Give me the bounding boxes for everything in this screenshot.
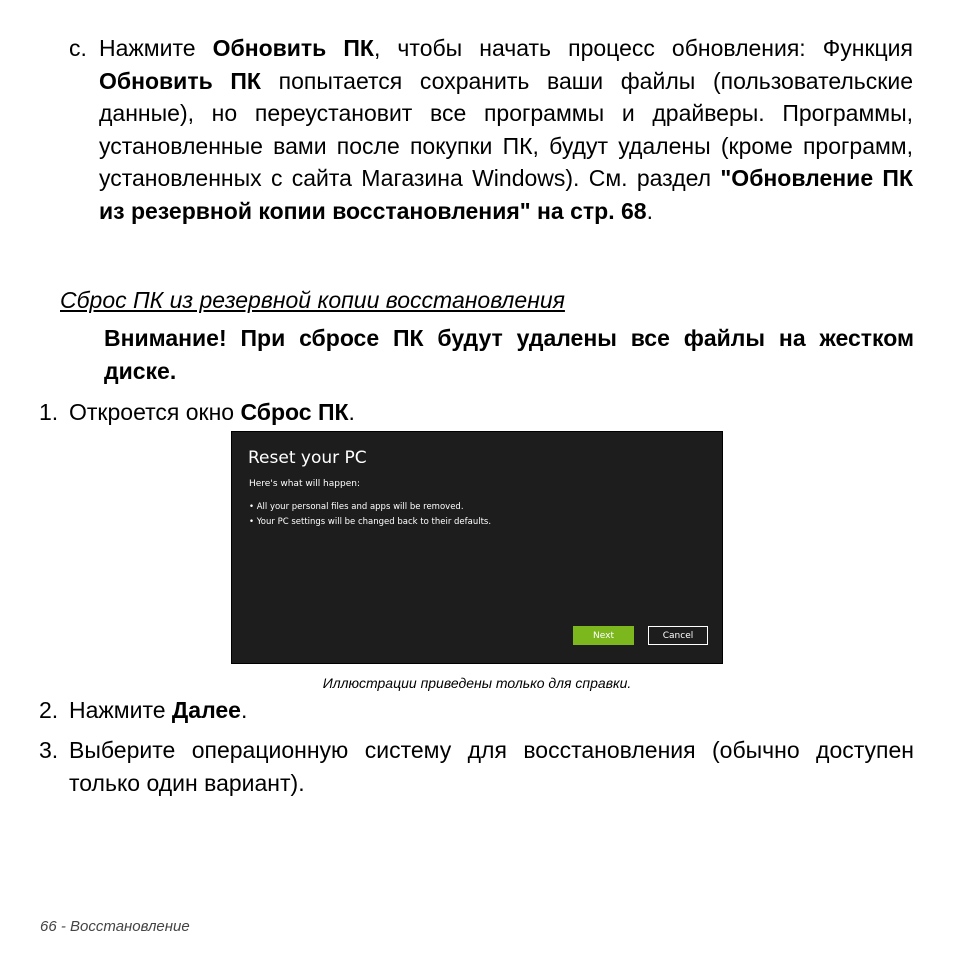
- next-button[interactable]: Next: [573, 626, 634, 645]
- step-text-end: .: [240, 697, 248, 723]
- dialog-title: Reset your PC: [248, 448, 367, 468]
- text-run: Нажмите: [99, 35, 213, 61]
- list-marker: c.: [69, 35, 87, 61]
- step-number: 1.: [39, 399, 59, 425]
- step-3: [39, 734, 914, 799]
- bold-term: Далее: [171, 697, 241, 723]
- bold-term: Обновить ПК: [99, 67, 261, 94]
- dialog-bullet: • All your personal files and apps will be removed.: [249, 502, 464, 512]
- bold-term: Сброс ПК: [240, 399, 349, 425]
- text-run: , чтобы начать процесс обновления: Функция: [373, 35, 913, 61]
- bold-term: Обновить ПК: [212, 35, 374, 61]
- page-footer: 66 - Восстановление: [40, 918, 190, 935]
- cancel-button[interactable]: Cancel: [648, 626, 708, 645]
- dialog-bullets: [249, 500, 491, 530]
- text-run: .: [646, 197, 653, 224]
- reset-pc-dialog-screenshot: [231, 431, 723, 664]
- step-2: [39, 694, 914, 727]
- list-item-c: [69, 32, 913, 227]
- step-number: 3.: [39, 737, 59, 763]
- dialog-subtitle: Here's what will happen:: [249, 479, 360, 489]
- cross-reference-link[interactable]: "Обновление ПК из резервной копии восстановления" на стр. 68: [99, 165, 913, 224]
- dialog-bullet: • Your PC settings will be changed back to their defaults.: [249, 517, 492, 527]
- step-number: 2.: [39, 697, 59, 723]
- step-1: [39, 396, 914, 429]
- figure-caption: Иллюстрации приведены только для справки.: [322, 675, 632, 691]
- warning-text: Внимание! При сбросе ПК будут удалены все файлы на жестком диске.: [104, 325, 914, 384]
- section-heading: Сброс ПК из резервной копии восстановления: [60, 287, 565, 313]
- step-text: Выберите операционную систему для восстановления (обычно доступен только один вариант).: [69, 737, 914, 796]
- step-text: Нажмите: [69, 697, 172, 723]
- step-text: Откроется окно: [69, 399, 241, 425]
- text-run: попытается сохранить ваши файлы (пользовательские данные), но переустановит все программы и драйверы. Программы, установленные вами после покупки ПК, будут удалены (кроме программ, установленных с сайта Магазина Windows). См. раздел: [99, 67, 913, 191]
- step-text-end: .: [348, 399, 355, 425]
